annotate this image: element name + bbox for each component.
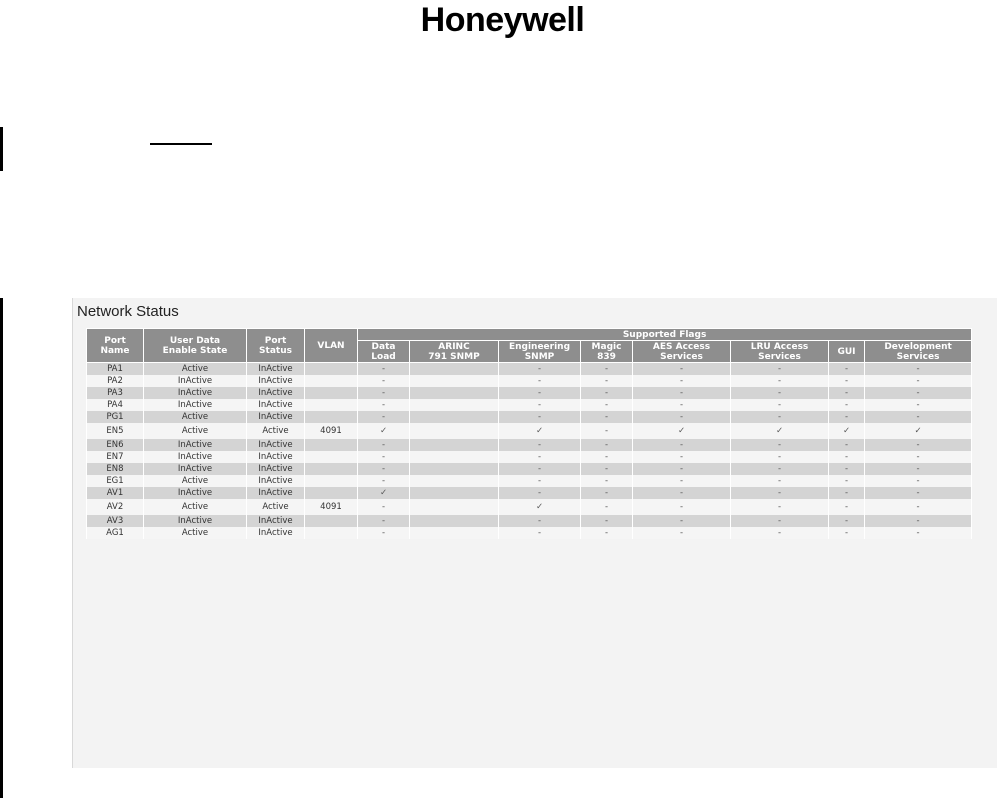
flag-cell (410, 399, 499, 411)
flag-cell: - (731, 515, 829, 527)
port-status-cell: Active (247, 423, 305, 439)
col-header-aes[interactable] (633, 341, 731, 363)
flag-cell: - (829, 411, 865, 423)
flag-cell: - (499, 515, 581, 527)
flag-cell: - (865, 399, 972, 411)
port-name-cell: EG1 (87, 475, 144, 487)
flag-cell (410, 451, 499, 463)
user-data-cell: Active (144, 527, 247, 539)
col-header-user-data[interactable] (144, 329, 247, 363)
flag-cell: - (499, 363, 581, 376)
flag-cell: - (499, 451, 581, 463)
port-status-cell: InActive (247, 411, 305, 423)
flag-cell: - (731, 487, 829, 499)
port-status-cell: Active (247, 499, 305, 515)
port-name-cell: AG1 (87, 527, 144, 539)
vlan-cell (305, 363, 358, 376)
port-name-cell: EN8 (87, 463, 144, 475)
revision-bar (0, 127, 3, 171)
flag-cell (410, 463, 499, 475)
port-status-cell: InActive (247, 527, 305, 539)
col-header-label: User Data Enable State (162, 335, 228, 356)
col-header-port-name[interactable] (87, 329, 144, 363)
flag-cell: - (633, 475, 731, 487)
flag-cell: - (865, 515, 972, 527)
table-row[interactable] (87, 375, 972, 387)
flag-cell (410, 411, 499, 423)
screen-title: Network Status (77, 303, 179, 320)
port-status-cell: InActive (247, 387, 305, 399)
table-row[interactable] (87, 399, 972, 411)
flag-cell: - (731, 363, 829, 376)
user-data-cell: Active (144, 499, 247, 515)
vlan-cell (305, 527, 358, 539)
flag-cell: - (865, 475, 972, 487)
flag-cell: - (633, 515, 731, 527)
flag-cell: ✓ (731, 423, 829, 439)
user-data-cell: Active (144, 423, 247, 439)
port-status-cell: InActive (247, 399, 305, 411)
table-row[interactable] (87, 499, 972, 515)
port-name-cell: PG1 (87, 411, 144, 423)
vlan-cell: 4091 (305, 499, 358, 515)
flag-cell: - (581, 499, 633, 515)
vlan-cell (305, 439, 358, 451)
vlan-cell (305, 411, 358, 423)
vlan-cell (305, 451, 358, 463)
table-row[interactable] (87, 439, 972, 451)
flag-cell: - (865, 387, 972, 399)
port-status-cell: InActive (247, 463, 305, 475)
user-data-cell: InActive (144, 451, 247, 463)
col-header-lru[interactable] (731, 341, 829, 363)
table-row[interactable] (87, 451, 972, 463)
revision-bar (0, 298, 3, 798)
table-row[interactable] (87, 463, 972, 475)
flag-cell: - (358, 411, 410, 423)
flag-cell: - (581, 475, 633, 487)
flag-cell: - (633, 387, 731, 399)
col-header-label: Port Status (259, 335, 292, 356)
table-row[interactable] (87, 423, 972, 439)
flag-cell (410, 515, 499, 527)
port-name-cell: PA2 (87, 375, 144, 387)
flag-cell: - (731, 387, 829, 399)
port-name-cell: EN6 (87, 439, 144, 451)
col-header-eng-snmp[interactable] (499, 341, 581, 363)
flag-cell (410, 387, 499, 399)
port-name-cell: PA3 (87, 387, 144, 399)
network-status-screen (72, 298, 997, 768)
flag-cell: - (581, 423, 633, 439)
flag-cell (410, 475, 499, 487)
user-data-cell: InActive (144, 515, 247, 527)
flag-cell: - (731, 475, 829, 487)
col-header-port-status[interactable] (247, 329, 305, 363)
col-header-label: Port Name (100, 335, 130, 356)
flag-cell: - (358, 527, 410, 539)
col-header-arinc[interactable] (410, 341, 499, 363)
port-status-cell: InActive (247, 363, 305, 376)
user-data-cell: Active (144, 363, 247, 376)
port-name-cell: PA1 (87, 363, 144, 376)
flag-cell: - (633, 399, 731, 411)
flag-cell: ✓ (499, 423, 581, 439)
vlan-cell (305, 475, 358, 487)
flag-cell: - (581, 411, 633, 423)
flag-cell: - (731, 411, 829, 423)
flag-cell: - (633, 451, 731, 463)
flag-cell: - (633, 499, 731, 515)
col-header-vlan[interactable] (305, 329, 358, 363)
flag-cell: - (865, 439, 972, 451)
table-row[interactable] (87, 515, 972, 527)
vlan-cell (305, 487, 358, 499)
flag-cell: - (499, 375, 581, 387)
flag-cell: - (731, 439, 829, 451)
flag-cell: - (829, 387, 865, 399)
flag-cell: - (581, 363, 633, 376)
vlan-cell (305, 463, 358, 475)
port-name-cell: AV1 (87, 487, 144, 499)
table-row[interactable] (87, 475, 972, 487)
flag-cell: - (499, 399, 581, 411)
user-data-cell: InActive (144, 399, 247, 411)
flag-cell: - (499, 387, 581, 399)
port-name-cell: PA4 (87, 399, 144, 411)
network-status-table (86, 328, 972, 539)
col-header-data-load[interactable] (358, 341, 410, 363)
col-header-label: Data Load (371, 341, 396, 362)
flag-cell (410, 499, 499, 515)
flag-cell: - (358, 375, 410, 387)
col-header-gui[interactable] (829, 341, 865, 363)
flag-cell: - (865, 363, 972, 376)
flag-cell: ✓ (865, 423, 972, 439)
col-header-label: LRU Access Services (750, 341, 809, 362)
col-header-label: ARINC 791 SNMP (428, 341, 480, 362)
flag-cell: - (731, 375, 829, 387)
flag-cell (410, 439, 499, 451)
flag-cell: - (731, 527, 829, 539)
flag-cell: - (499, 463, 581, 475)
flag-cell: - (581, 451, 633, 463)
flag-cell: ✓ (358, 487, 410, 499)
flag-cell: - (829, 439, 865, 451)
blank-underline (150, 143, 212, 145)
flag-cell: - (633, 463, 731, 475)
table-row[interactable] (87, 363, 972, 376)
col-header-label: GUI (837, 346, 856, 357)
supported-flags-header: Supported Flags (358, 329, 972, 341)
flag-cell (410, 375, 499, 387)
flag-cell: - (581, 463, 633, 475)
table-row[interactable] (87, 527, 972, 539)
flag-cell: - (581, 515, 633, 527)
flag-cell: - (731, 451, 829, 463)
flag-cell: - (731, 399, 829, 411)
port-name-cell: EN5 (87, 423, 144, 439)
col-header-label: Development Services (884, 341, 952, 362)
port-name-cell: AV3 (87, 515, 144, 527)
col-header-label: Engineering SNMP (508, 341, 571, 362)
flag-cell: - (581, 387, 633, 399)
flag-cell: - (731, 499, 829, 515)
flag-cell: - (865, 375, 972, 387)
user-data-cell: InActive (144, 387, 247, 399)
flag-cell: - (865, 463, 972, 475)
flag-cell: - (499, 475, 581, 487)
table-body (87, 363, 972, 540)
flag-cell (410, 527, 499, 539)
flag-cell: - (633, 527, 731, 539)
vlan-cell: 4091 (305, 423, 358, 439)
flag-cell (410, 423, 499, 439)
flag-cell: - (358, 463, 410, 475)
flag-cell (410, 363, 499, 376)
flag-cell: - (829, 375, 865, 387)
flag-cell: - (581, 487, 633, 499)
flag-cell: - (865, 487, 972, 499)
vlan-cell (305, 375, 358, 387)
table-row[interactable] (87, 387, 972, 399)
flag-cell: - (865, 451, 972, 463)
flag-cell: - (829, 499, 865, 515)
flag-cell: - (633, 375, 731, 387)
flag-cell: ✓ (633, 423, 731, 439)
user-data-cell: InActive (144, 487, 247, 499)
user-data-cell: InActive (144, 375, 247, 387)
flag-cell: - (358, 475, 410, 487)
flag-cell: - (358, 515, 410, 527)
flag-cell: - (499, 487, 581, 499)
flag-cell: - (829, 487, 865, 499)
flag-cell: - (358, 439, 410, 451)
flag-cell (410, 487, 499, 499)
flag-cell: - (633, 363, 731, 376)
vlan-cell (305, 515, 358, 527)
port-status-cell: InActive (247, 439, 305, 451)
port-name-cell: EN7 (87, 451, 144, 463)
flag-cell: - (499, 527, 581, 539)
flag-cell: - (581, 439, 633, 451)
flag-cell: - (633, 487, 731, 499)
flag-cell: - (829, 463, 865, 475)
flag-cell: - (358, 451, 410, 463)
flag-cell: - (581, 527, 633, 539)
flag-cell: - (865, 411, 972, 423)
vlan-cell (305, 399, 358, 411)
flag-cell: - (358, 499, 410, 515)
col-header-magic[interactable] (581, 341, 633, 363)
flag-cell: - (829, 363, 865, 376)
flag-cell: - (829, 399, 865, 411)
flag-cell: - (581, 375, 633, 387)
flag-cell: - (358, 399, 410, 411)
honeywell-logo: Honeywell (420, 1, 585, 39)
port-name-cell: AV2 (87, 499, 144, 515)
flag-cell: ✓ (358, 423, 410, 439)
flag-cell: - (633, 439, 731, 451)
port-status-cell: InActive (247, 375, 305, 387)
col-header-label: VLAN (317, 340, 345, 351)
flag-cell: - (499, 411, 581, 423)
port-status-cell: InActive (247, 515, 305, 527)
flag-cell: - (633, 411, 731, 423)
table-row[interactable] (87, 487, 972, 499)
flag-cell: - (829, 515, 865, 527)
flag-cell: - (829, 475, 865, 487)
flag-cell: - (829, 527, 865, 539)
flag-cell: - (499, 439, 581, 451)
flag-cell: - (358, 387, 410, 399)
flag-cell: ✓ (499, 499, 581, 515)
flag-cell: - (581, 399, 633, 411)
flag-cell: - (731, 463, 829, 475)
flag-cell: - (358, 363, 410, 376)
col-header-dev[interactable] (865, 341, 972, 363)
user-data-cell: Active (144, 475, 247, 487)
col-header-label: Magic 839 (591, 341, 622, 362)
flag-cell: - (865, 527, 972, 539)
flag-cell: - (865, 499, 972, 515)
vlan-cell (305, 387, 358, 399)
col-header-label: AES Access Services (652, 341, 711, 362)
table-row[interactable] (87, 411, 972, 423)
port-status-cell: InActive (247, 487, 305, 499)
port-status-cell: InActive (247, 451, 305, 463)
user-data-cell: Active (144, 411, 247, 423)
user-data-cell: InActive (144, 439, 247, 451)
user-data-cell: InActive (144, 463, 247, 475)
port-status-cell: InActive (247, 475, 305, 487)
flag-cell: - (829, 451, 865, 463)
flag-cell: ✓ (829, 423, 865, 439)
